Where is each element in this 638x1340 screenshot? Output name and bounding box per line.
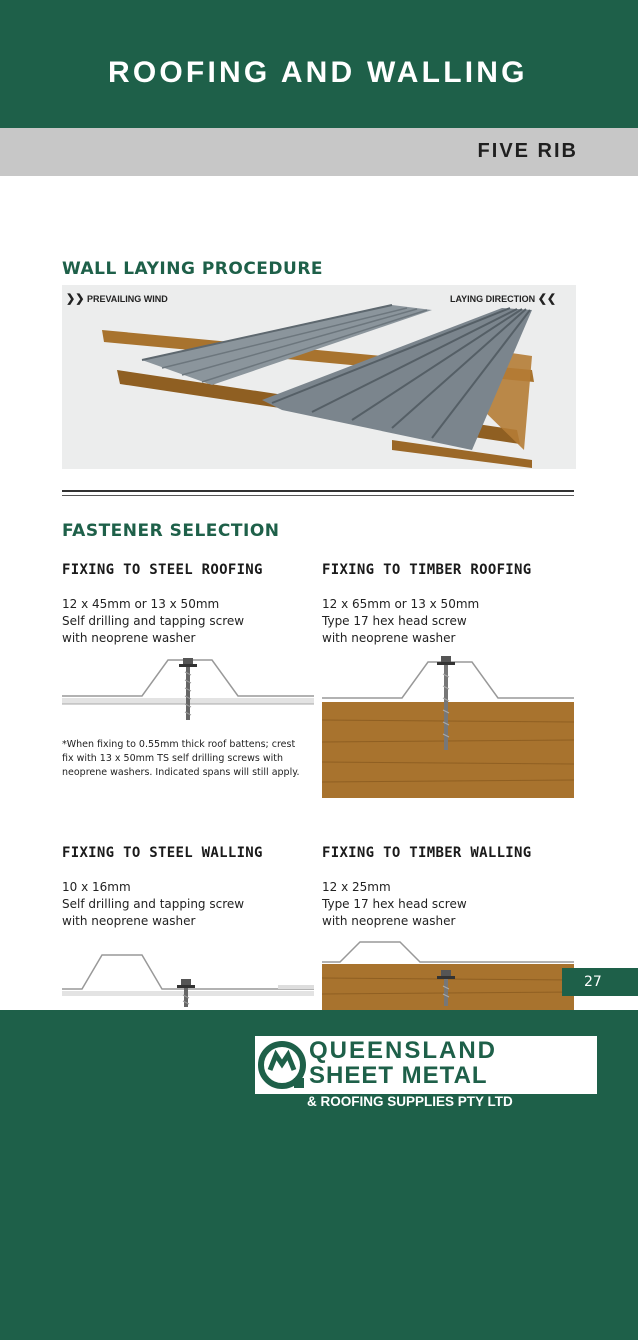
prevailing-wind-label: ❯❯ PREVAILING WIND — [66, 293, 168, 305]
page-title: ROOFING AND WALLING — [108, 56, 528, 89]
timber-roofing-title: FIXING TO TIMBER ROOFING — [322, 562, 532, 578]
header-band — [0, 0, 638, 128]
logo-text-queensland: QUEENSLAND — [309, 1037, 498, 1064]
steel-walling-title: FIXING TO STEEL WALLING — [62, 845, 263, 861]
laying-direction-label: LAYING DIRECTION ❮❮ — [450, 293, 557, 305]
timber-roofing-spec: 12 x 65mm or 13 x 50mm Type 17 hex head screw with neoprene washer — [322, 597, 480, 645]
section-divider-thin — [62, 495, 574, 496]
page-number: 27 — [562, 968, 638, 996]
steel-roofing-diagram — [62, 650, 314, 730]
section-divider — [62, 490, 574, 492]
company-tagline: & ROOFING SUPPLIES PTY LTD — [307, 1094, 513, 1109]
wall-laying-title: WALL LAYING PROCEDURE — [62, 259, 324, 279]
page-subtitle: FIVE RIB — [477, 140, 578, 162]
double-chevron-right-icon: ❯❯ — [66, 293, 85, 305]
qsm-logo-mark-icon — [258, 1038, 308, 1092]
steel-roofing-note: *When fixing to 0.55mm thick roof battens; crest fix with 13 x 50mm TS self drilling screws with neoprene washers. Indicated spans will still apply. — [62, 739, 300, 778]
steel-walling-spec: 10 x 16mm Self drilling and tapping screw with neoprene washer — [62, 880, 245, 928]
steel-roofing-title: FIXING TO STEEL ROOFING — [62, 562, 263, 578]
fastener-selection-title: FASTENER SELECTION — [62, 521, 280, 541]
steel-roofing-spec: 12 x 45mm or 13 x 50mm Self drilling and tapping screw with neoprene washer — [62, 597, 245, 645]
timber-walling-spec: 12 x 25mm Type 17 hex head screw with neoprene washer — [322, 880, 467, 928]
timber-roofing-diagram — [322, 650, 574, 800]
timber-walling-title: FIXING TO TIMBER WALLING — [322, 845, 532, 861]
timber-walling-diagram — [322, 940, 574, 1012]
logo-text-sheet-metal: SHEET METAL — [309, 1062, 488, 1089]
sheet-laying-illustration — [62, 300, 576, 470]
subtitle-band — [0, 128, 638, 176]
double-chevron-left-icon: ❮❮ — [537, 293, 557, 305]
steel-walling-diagram — [62, 945, 314, 1015]
